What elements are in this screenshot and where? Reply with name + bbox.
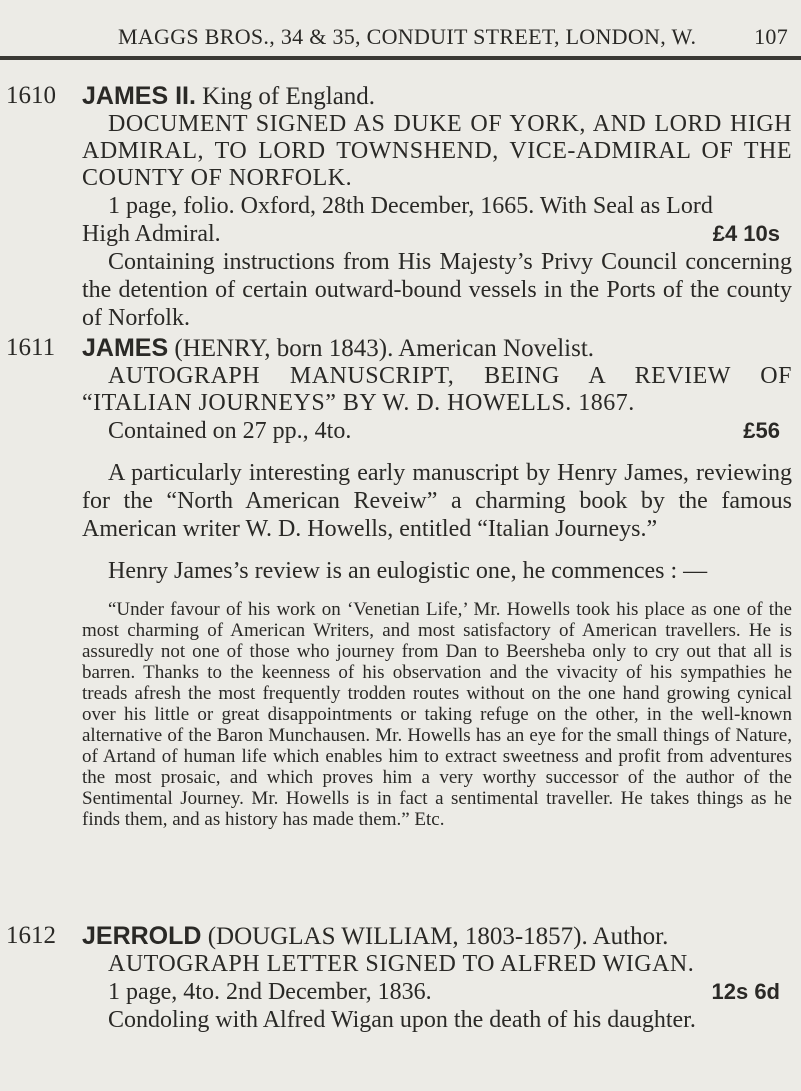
entry-title: AUTOGRAPH LETTER SIGNED TO ALFRED WIGAN. bbox=[108, 951, 695, 977]
spacer bbox=[82, 543, 792, 557]
page-header bbox=[118, 8, 788, 50]
entry-description: A particularly interesting early manuscript by Henry James, reviewing for the “North American Reveiw” a charming book by the famous American writer W. D. Howells, entitled “Italian Journeys.” bbox=[82, 460, 792, 542]
entry-description: Containing instructions from His Majesty’s Privy Council concerning the detention of certain outward-bound vessels in the Ports of the county of Norfolk. bbox=[82, 249, 792, 331]
entry-headline bbox=[82, 82, 792, 111]
entry-name-rest: King of England. bbox=[202, 83, 376, 110]
entry-collation: 1 page, folio. Oxford, 28th December, 1665. With Seal as Lord bbox=[108, 193, 713, 219]
lot-number: 1610 bbox=[6, 82, 56, 109]
entry-price: £4 10s bbox=[712, 221, 780, 246]
entry-name: JAMES bbox=[82, 334, 169, 362]
entry-collation: Contained on 27 pp., 4to. bbox=[108, 418, 352, 444]
spacer bbox=[82, 585, 792, 599]
price-row bbox=[82, 978, 792, 1006]
header-title: MAGGS BROS., 34 & 35, CONDUIT STREET, LONDON, W. bbox=[118, 24, 697, 49]
entry-headline bbox=[82, 334, 792, 363]
entry-headline bbox=[82, 922, 792, 951]
entry-price: £56 bbox=[743, 418, 780, 443]
entry-name-rest: (DOUGLAS WILLIAM, 1803-1857). Author. bbox=[207, 923, 669, 950]
entry-price: 12s 6d bbox=[711, 979, 780, 1004]
spacer bbox=[82, 445, 792, 459]
price-row bbox=[82, 220, 792, 248]
entry-collation: 1 page, 4to. 2nd December, 1836. bbox=[108, 979, 432, 1005]
price-row bbox=[82, 417, 792, 445]
entry-description: Condoling with Alfred Wigan upon the death of his daughter. bbox=[108, 1007, 696, 1033]
lot-number: 1612 bbox=[6, 922, 56, 949]
entry-body bbox=[82, 334, 792, 830]
entry-body bbox=[82, 922, 792, 1034]
entry-title: AUTOGRAPH MANUSCRIPT, BEING A REVIEW OF “ITALIAN JOURNEYS” BY W. D. HOWELLS. 1867. bbox=[82, 363, 792, 416]
entry-quotation: “Under favour of his work on ‘Venetian Life,’ Mr. Howells took his place as one of the most charming of American Writers, and most satisfactory of American travellers. He is assuredly not one of those who journey from Dan to Beersheba only to cry out that all is barren. Thanks to the keenness of his observation and the vivacity of his sympathies he treads afresh the most frequently trodden routes without on the one hand growing cynical over his little or great disappointments or taking refuge on the other, in the well-known alternative of the Baron Munchausen. Mr. Howells has an eye for the small things of Nature, of Artand of human life which enables him to extract sweetness and profit from adventures the most prosaic, and which proves him a very worthy successor of the author of the Sentimental Journey. Mr. Howells is in fact a sentimental traveller. He takes things as he finds them, and as history has made them.” Etc. bbox=[82, 599, 792, 830]
entry-body bbox=[82, 82, 792, 332]
page-number: 107 bbox=[754, 24, 788, 49]
entry-name: JERROLD bbox=[82, 922, 202, 950]
header-rule bbox=[0, 56, 801, 60]
entry-name: JAMES II. bbox=[82, 82, 196, 110]
entry-title: DOCUMENT SIGNED AS DUKE OF YORK, AND LORD HIGH ADMIRAL, TO LORD TOWNSHEND, VICE-ADMIRAL OF THE COUNTY OF NORFOLK. bbox=[82, 111, 792, 191]
entry-name-rest: (HENRY, born 1843). American Novelist. bbox=[174, 335, 595, 362]
lot-number: 1611 bbox=[6, 334, 56, 361]
entry-description-2: Henry James’s review is an eulogistic one, he commences : — bbox=[108, 558, 708, 584]
entry-collation-cont: High Admiral. bbox=[82, 221, 221, 247]
